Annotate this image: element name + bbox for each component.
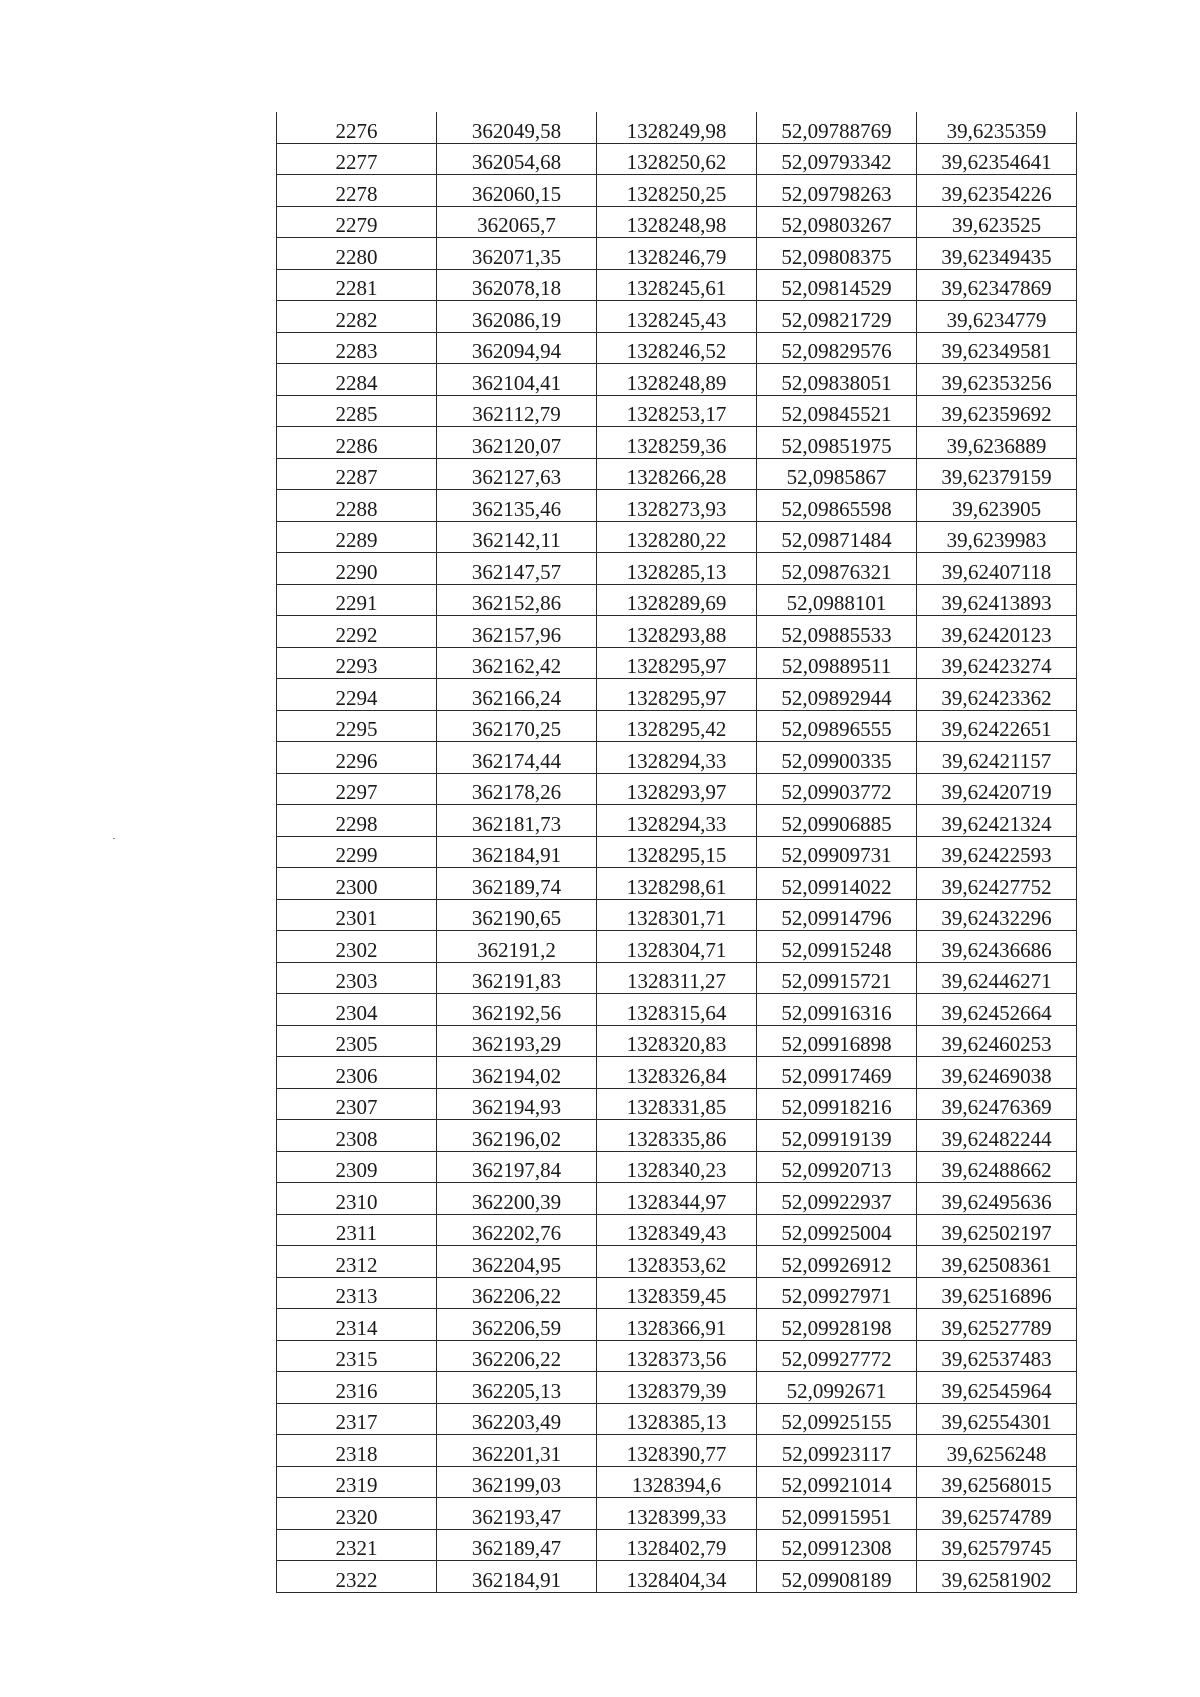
table-row <box>277 805 1077 837</box>
table-row <box>277 206 1077 238</box>
table-row <box>277 836 1077 868</box>
coordinates-table-body <box>277 112 1077 1592</box>
x-coordinate-cell: 362181,73 <box>437 805 597 837</box>
x-coordinate-cell: 362086,19 <box>437 301 597 333</box>
latitude-cell: 52,09918216 <box>757 1088 917 1120</box>
y-coordinate-cell: 1328404,34 <box>597 1561 757 1593</box>
point-number-cell: 2305 <box>277 1025 437 1057</box>
latitude-cell: 52,09793342 <box>757 143 917 175</box>
longitude-cell: 39,62554301 <box>917 1403 1077 1435</box>
x-coordinate-cell: 362152,86 <box>437 584 597 616</box>
point-number-cell: 2321 <box>277 1529 437 1561</box>
x-coordinate-cell: 362049,58 <box>437 112 597 143</box>
longitude-cell: 39,62574789 <box>917 1498 1077 1530</box>
x-coordinate-cell: 362094,94 <box>437 332 597 364</box>
point-number-cell: 2298 <box>277 805 437 837</box>
x-coordinate-cell: 362189,47 <box>437 1529 597 1561</box>
latitude-cell: 52,09916316 <box>757 994 917 1026</box>
y-coordinate-cell: 1328349,43 <box>597 1214 757 1246</box>
point-number-cell: 2303 <box>277 962 437 994</box>
latitude-cell: 52,09814529 <box>757 269 917 301</box>
y-coordinate-cell: 1328335,86 <box>597 1120 757 1152</box>
latitude-cell: 52,09906885 <box>757 805 917 837</box>
table-row <box>277 1561 1077 1593</box>
point-number-cell: 2302 <box>277 931 437 963</box>
y-coordinate-cell: 1328295,42 <box>597 710 757 742</box>
latitude-cell: 52,09920713 <box>757 1151 917 1183</box>
latitude-cell: 52,09838051 <box>757 364 917 396</box>
latitude-cell: 52,09908189 <box>757 1561 917 1593</box>
table-row <box>277 1403 1077 1435</box>
point-number-cell: 2281 <box>277 269 437 301</box>
y-coordinate-cell: 1328379,39 <box>597 1372 757 1404</box>
longitude-cell: 39,6239983 <box>917 521 1077 553</box>
x-coordinate-cell: 362199,03 <box>437 1466 597 1498</box>
point-number-cell: 2282 <box>277 301 437 333</box>
longitude-cell: 39,62482244 <box>917 1120 1077 1152</box>
longitude-cell: 39,62446271 <box>917 962 1077 994</box>
x-coordinate-cell: 362203,49 <box>437 1403 597 1435</box>
y-coordinate-cell: 1328248,89 <box>597 364 757 396</box>
table-row <box>277 1466 1077 1498</box>
latitude-cell: 52,09912308 <box>757 1529 917 1561</box>
point-number-cell: 2307 <box>277 1088 437 1120</box>
latitude-cell: 52,09919139 <box>757 1120 917 1152</box>
x-coordinate-cell: 362142,11 <box>437 521 597 553</box>
x-coordinate-cell: 362127,63 <box>437 458 597 490</box>
table-row <box>277 143 1077 175</box>
point-number-cell: 2310 <box>277 1183 437 1215</box>
point-number-cell: 2293 <box>277 647 437 679</box>
x-coordinate-cell: 362193,29 <box>437 1025 597 1057</box>
latitude-cell: 52,0992671 <box>757 1372 917 1404</box>
x-coordinate-cell: 362206,22 <box>437 1277 597 1309</box>
latitude-cell: 52,09876321 <box>757 553 917 585</box>
latitude-cell: 52,09921014 <box>757 1466 917 1498</box>
x-coordinate-cell: 362178,26 <box>437 773 597 805</box>
latitude-cell: 52,09914796 <box>757 899 917 931</box>
point-number-cell: 2286 <box>277 427 437 459</box>
table-row <box>277 962 1077 994</box>
latitude-cell: 52,09927772 <box>757 1340 917 1372</box>
longitude-cell: 39,62347869 <box>917 269 1077 301</box>
latitude-cell: 52,09927971 <box>757 1277 917 1309</box>
point-number-cell: 2294 <box>277 679 437 711</box>
y-coordinate-cell: 1328359,45 <box>597 1277 757 1309</box>
point-number-cell: 2314 <box>277 1309 437 1341</box>
point-number-cell: 2320 <box>277 1498 437 1530</box>
y-coordinate-cell: 1328399,33 <box>597 1498 757 1530</box>
x-coordinate-cell: 362065,7 <box>437 206 597 238</box>
x-coordinate-cell: 362202,76 <box>437 1214 597 1246</box>
latitude-cell: 52,09915951 <box>757 1498 917 1530</box>
table-row <box>277 1183 1077 1215</box>
x-coordinate-cell: 362194,93 <box>437 1088 597 1120</box>
table-row <box>277 710 1077 742</box>
x-coordinate-cell: 362120,07 <box>437 427 597 459</box>
table-row <box>277 364 1077 396</box>
x-coordinate-cell: 362206,59 <box>437 1309 597 1341</box>
point-number-cell: 2276 <box>277 112 437 143</box>
point-number-cell: 2313 <box>277 1277 437 1309</box>
longitude-cell: 39,62422593 <box>917 836 1077 868</box>
latitude-cell: 52,09909731 <box>757 836 917 868</box>
table-row <box>277 1151 1077 1183</box>
longitude-cell: 39,62421157 <box>917 742 1077 774</box>
y-coordinate-cell: 1328294,33 <box>597 742 757 774</box>
longitude-cell: 39,62349581 <box>917 332 1077 364</box>
table-row <box>277 458 1077 490</box>
longitude-cell: 39,6236889 <box>917 427 1077 459</box>
point-number-cell: 2288 <box>277 490 437 522</box>
table-row <box>277 679 1077 711</box>
table-row <box>277 868 1077 900</box>
y-coordinate-cell: 1328340,23 <box>597 1151 757 1183</box>
longitude-cell: 39,623905 <box>917 490 1077 522</box>
y-coordinate-cell: 1328402,79 <box>597 1529 757 1561</box>
table-row <box>277 994 1077 1026</box>
longitude-cell: 39,62354226 <box>917 175 1077 207</box>
table-row <box>277 427 1077 459</box>
x-coordinate-cell: 362192,56 <box>437 994 597 1026</box>
latitude-cell: 52,0985867 <box>757 458 917 490</box>
longitude-cell: 39,62568015 <box>917 1466 1077 1498</box>
table-row <box>277 1277 1077 1309</box>
longitude-cell: 39,62349435 <box>917 238 1077 270</box>
table-row <box>277 553 1077 585</box>
latitude-cell: 52,09922937 <box>757 1183 917 1215</box>
y-coordinate-cell: 1328295,15 <box>597 836 757 868</box>
x-coordinate-cell: 362166,24 <box>437 679 597 711</box>
point-number-cell: 2317 <box>277 1403 437 1435</box>
longitude-cell: 39,62545964 <box>917 1372 1077 1404</box>
longitude-cell: 39,62427752 <box>917 868 1077 900</box>
point-number-cell: 2292 <box>277 616 437 648</box>
x-coordinate-cell: 362147,57 <box>437 553 597 585</box>
point-number-cell: 2284 <box>277 364 437 396</box>
latitude-cell: 52,09925004 <box>757 1214 917 1246</box>
point-number-cell: 2319 <box>277 1466 437 1498</box>
x-coordinate-cell: 362054,68 <box>437 143 597 175</box>
longitude-cell: 39,62516896 <box>917 1277 1077 1309</box>
y-coordinate-cell: 1328280,22 <box>597 521 757 553</box>
x-coordinate-cell: 362112,79 <box>437 395 597 427</box>
table-row <box>277 931 1077 963</box>
longitude-cell: 39,62420719 <box>917 773 1077 805</box>
latitude-cell: 52,09871484 <box>757 521 917 553</box>
y-coordinate-cell: 1328249,98 <box>597 112 757 143</box>
y-coordinate-cell: 1328326,84 <box>597 1057 757 1089</box>
table-row <box>277 1529 1077 1561</box>
longitude-cell: 39,62422651 <box>917 710 1077 742</box>
y-coordinate-cell: 1328301,71 <box>597 899 757 931</box>
point-number-cell: 2285 <box>277 395 437 427</box>
latitude-cell: 52,09892944 <box>757 679 917 711</box>
table-row <box>277 899 1077 931</box>
point-number-cell: 2297 <box>277 773 437 805</box>
y-coordinate-cell: 1328259,36 <box>597 427 757 459</box>
latitude-cell: 52,09914022 <box>757 868 917 900</box>
x-coordinate-cell: 362204,95 <box>437 1246 597 1278</box>
point-number-cell: 2299 <box>277 836 437 868</box>
table-row <box>277 301 1077 333</box>
table-row <box>277 1372 1077 1404</box>
point-number-cell: 2296 <box>277 742 437 774</box>
longitude-cell: 39,62413893 <box>917 584 1077 616</box>
y-coordinate-cell: 1328353,62 <box>597 1246 757 1278</box>
coordinates-table <box>276 112 1077 1593</box>
latitude-cell: 52,09900335 <box>757 742 917 774</box>
point-number-cell: 2301 <box>277 899 437 931</box>
table-row <box>277 647 1077 679</box>
y-coordinate-cell: 1328293,88 <box>597 616 757 648</box>
latitude-cell: 52,09916898 <box>757 1025 917 1057</box>
x-coordinate-cell: 362060,15 <box>437 175 597 207</box>
y-coordinate-cell: 1328366,91 <box>597 1309 757 1341</box>
longitude-cell: 39,62460253 <box>917 1025 1077 1057</box>
point-number-cell: 2306 <box>277 1057 437 1089</box>
y-coordinate-cell: 1328250,25 <box>597 175 757 207</box>
longitude-cell: 39,62537483 <box>917 1340 1077 1372</box>
point-number-cell: 2283 <box>277 332 437 364</box>
longitude-cell: 39,62452664 <box>917 994 1077 1026</box>
table-row <box>277 1057 1077 1089</box>
longitude-cell: 39,62421324 <box>917 805 1077 837</box>
latitude-cell: 52,09915721 <box>757 962 917 994</box>
y-coordinate-cell: 1328394,6 <box>597 1466 757 1498</box>
table-row <box>277 584 1077 616</box>
table-row <box>277 773 1077 805</box>
longitude-cell: 39,62579745 <box>917 1529 1077 1561</box>
latitude-cell: 52,09865598 <box>757 490 917 522</box>
latitude-cell: 52,09798263 <box>757 175 917 207</box>
latitude-cell: 52,09845521 <box>757 395 917 427</box>
x-coordinate-cell: 362201,31 <box>437 1435 597 1467</box>
latitude-cell: 52,09903772 <box>757 773 917 805</box>
point-number-cell: 2295 <box>277 710 437 742</box>
table-row <box>277 1435 1077 1467</box>
latitude-cell: 52,09926912 <box>757 1246 917 1278</box>
longitude-cell: 39,62420123 <box>917 616 1077 648</box>
y-coordinate-cell: 1328294,33 <box>597 805 757 837</box>
longitude-cell: 39,62407118 <box>917 553 1077 585</box>
table-row <box>277 1025 1077 1057</box>
longitude-cell: 39,62527789 <box>917 1309 1077 1341</box>
longitude-cell: 39,62476369 <box>917 1088 1077 1120</box>
y-coordinate-cell: 1328385,13 <box>597 1403 757 1435</box>
y-coordinate-cell: 1328273,93 <box>597 490 757 522</box>
table-row <box>277 395 1077 427</box>
x-coordinate-cell: 362071,35 <box>437 238 597 270</box>
y-coordinate-cell: 1328293,97 <box>597 773 757 805</box>
longitude-cell: 39,62508361 <box>917 1246 1077 1278</box>
longitude-cell: 39,62432296 <box>917 899 1077 931</box>
y-coordinate-cell: 1328248,98 <box>597 206 757 238</box>
y-coordinate-cell: 1328390,77 <box>597 1435 757 1467</box>
point-number-cell: 2289 <box>277 521 437 553</box>
y-coordinate-cell: 1328373,56 <box>597 1340 757 1372</box>
point-number-cell: 2290 <box>277 553 437 585</box>
y-coordinate-cell: 1328250,62 <box>597 143 757 175</box>
y-coordinate-cell: 1328315,64 <box>597 994 757 1026</box>
point-number-cell: 2278 <box>277 175 437 207</box>
y-coordinate-cell: 1328246,52 <box>597 332 757 364</box>
y-coordinate-cell: 1328320,83 <box>597 1025 757 1057</box>
latitude-cell: 52,09808375 <box>757 238 917 270</box>
point-number-cell: 2304 <box>277 994 437 1026</box>
point-number-cell: 2277 <box>277 143 437 175</box>
point-number-cell: 2322 <box>277 1561 437 1593</box>
point-number-cell: 2316 <box>277 1372 437 1404</box>
table-row <box>277 1088 1077 1120</box>
latitude-cell: 52,09821729 <box>757 301 917 333</box>
point-number-cell: 2315 <box>277 1340 437 1372</box>
table-row <box>277 238 1077 270</box>
longitude-cell: 39,62581902 <box>917 1561 1077 1593</box>
longitude-cell: 39,6256248 <box>917 1435 1077 1467</box>
x-coordinate-cell: 362184,91 <box>437 836 597 868</box>
longitude-cell: 39,62495636 <box>917 1183 1077 1215</box>
x-coordinate-cell: 362104,41 <box>437 364 597 396</box>
x-coordinate-cell: 362205,13 <box>437 1372 597 1404</box>
x-coordinate-cell: 362189,74 <box>437 868 597 900</box>
point-number-cell: 2279 <box>277 206 437 238</box>
longitude-cell: 39,6235359 <box>917 112 1077 143</box>
longitude-cell: 39,62353256 <box>917 364 1077 396</box>
table-row <box>277 332 1077 364</box>
x-coordinate-cell: 362191,83 <box>437 962 597 994</box>
x-coordinate-cell: 362162,42 <box>437 647 597 679</box>
longitude-cell: 39,62488662 <box>917 1151 1077 1183</box>
point-number-cell: 2312 <box>277 1246 437 1278</box>
longitude-cell: 39,62379159 <box>917 458 1077 490</box>
x-coordinate-cell: 362157,96 <box>437 616 597 648</box>
y-coordinate-cell: 1328344,97 <box>597 1183 757 1215</box>
point-number-cell: 2287 <box>277 458 437 490</box>
x-coordinate-cell: 362197,84 <box>437 1151 597 1183</box>
longitude-cell: 39,62354641 <box>917 143 1077 175</box>
scan-speck <box>113 838 115 839</box>
x-coordinate-cell: 362191,2 <box>437 931 597 963</box>
table-row <box>277 1498 1077 1530</box>
point-number-cell: 2291 <box>277 584 437 616</box>
table-row <box>277 742 1077 774</box>
x-coordinate-cell: 362190,65 <box>437 899 597 931</box>
longitude-cell: 39,62502197 <box>917 1214 1077 1246</box>
table-row <box>277 112 1077 143</box>
x-coordinate-cell: 362135,46 <box>437 490 597 522</box>
table-row <box>277 175 1077 207</box>
x-coordinate-cell: 362196,02 <box>437 1120 597 1152</box>
latitude-cell: 52,09923117 <box>757 1435 917 1467</box>
y-coordinate-cell: 1328311,27 <box>597 962 757 994</box>
x-coordinate-cell: 362200,39 <box>437 1183 597 1215</box>
latitude-cell: 52,09917469 <box>757 1057 917 1089</box>
table-row <box>277 616 1077 648</box>
table-row <box>277 490 1077 522</box>
longitude-cell: 39,62359692 <box>917 395 1077 427</box>
table-row <box>277 521 1077 553</box>
y-coordinate-cell: 1328295,97 <box>597 679 757 711</box>
y-coordinate-cell: 1328304,71 <box>597 931 757 963</box>
y-coordinate-cell: 1328245,43 <box>597 301 757 333</box>
table-row <box>277 1120 1077 1152</box>
table-row <box>277 1340 1077 1372</box>
y-coordinate-cell: 1328289,69 <box>597 584 757 616</box>
latitude-cell: 52,09885533 <box>757 616 917 648</box>
table-row <box>277 1309 1077 1341</box>
x-coordinate-cell: 362170,25 <box>437 710 597 742</box>
point-number-cell: 2308 <box>277 1120 437 1152</box>
longitude-cell: 39,62436686 <box>917 931 1077 963</box>
y-coordinate-cell: 1328246,79 <box>597 238 757 270</box>
latitude-cell: 52,09896555 <box>757 710 917 742</box>
latitude-cell: 52,09915248 <box>757 931 917 963</box>
longitude-cell: 39,62423274 <box>917 647 1077 679</box>
table-row <box>277 1246 1077 1278</box>
table-row <box>277 269 1077 301</box>
y-coordinate-cell: 1328266,28 <box>597 458 757 490</box>
latitude-cell: 52,0988101 <box>757 584 917 616</box>
point-number-cell: 2318 <box>277 1435 437 1467</box>
longitude-cell: 39,62469038 <box>917 1057 1077 1089</box>
latitude-cell: 52,09928198 <box>757 1309 917 1341</box>
latitude-cell: 52,09829576 <box>757 332 917 364</box>
x-coordinate-cell: 362184,91 <box>437 1561 597 1593</box>
y-coordinate-cell: 1328331,85 <box>597 1088 757 1120</box>
latitude-cell: 52,09803267 <box>757 206 917 238</box>
longitude-cell: 39,62423362 <box>917 679 1077 711</box>
latitude-cell: 52,09925155 <box>757 1403 917 1435</box>
y-coordinate-cell: 1328253,17 <box>597 395 757 427</box>
longitude-cell: 39,6234779 <box>917 301 1077 333</box>
point-number-cell: 2300 <box>277 868 437 900</box>
x-coordinate-cell: 362194,02 <box>437 1057 597 1089</box>
latitude-cell: 52,09889511 <box>757 647 917 679</box>
point-number-cell: 2311 <box>277 1214 437 1246</box>
longitude-cell: 39,623525 <box>917 206 1077 238</box>
x-coordinate-cell: 362206,22 <box>437 1340 597 1372</box>
x-coordinate-cell: 362193,47 <box>437 1498 597 1530</box>
latitude-cell: 52,09851975 <box>757 427 917 459</box>
x-coordinate-cell: 362174,44 <box>437 742 597 774</box>
y-coordinate-cell: 1328285,13 <box>597 553 757 585</box>
y-coordinate-cell: 1328245,61 <box>597 269 757 301</box>
point-number-cell: 2309 <box>277 1151 437 1183</box>
point-number-cell: 2280 <box>277 238 437 270</box>
x-coordinate-cell: 362078,18 <box>437 269 597 301</box>
y-coordinate-cell: 1328298,61 <box>597 868 757 900</box>
latitude-cell: 52,09788769 <box>757 112 917 143</box>
table-row <box>277 1214 1077 1246</box>
y-coordinate-cell: 1328295,97 <box>597 647 757 679</box>
